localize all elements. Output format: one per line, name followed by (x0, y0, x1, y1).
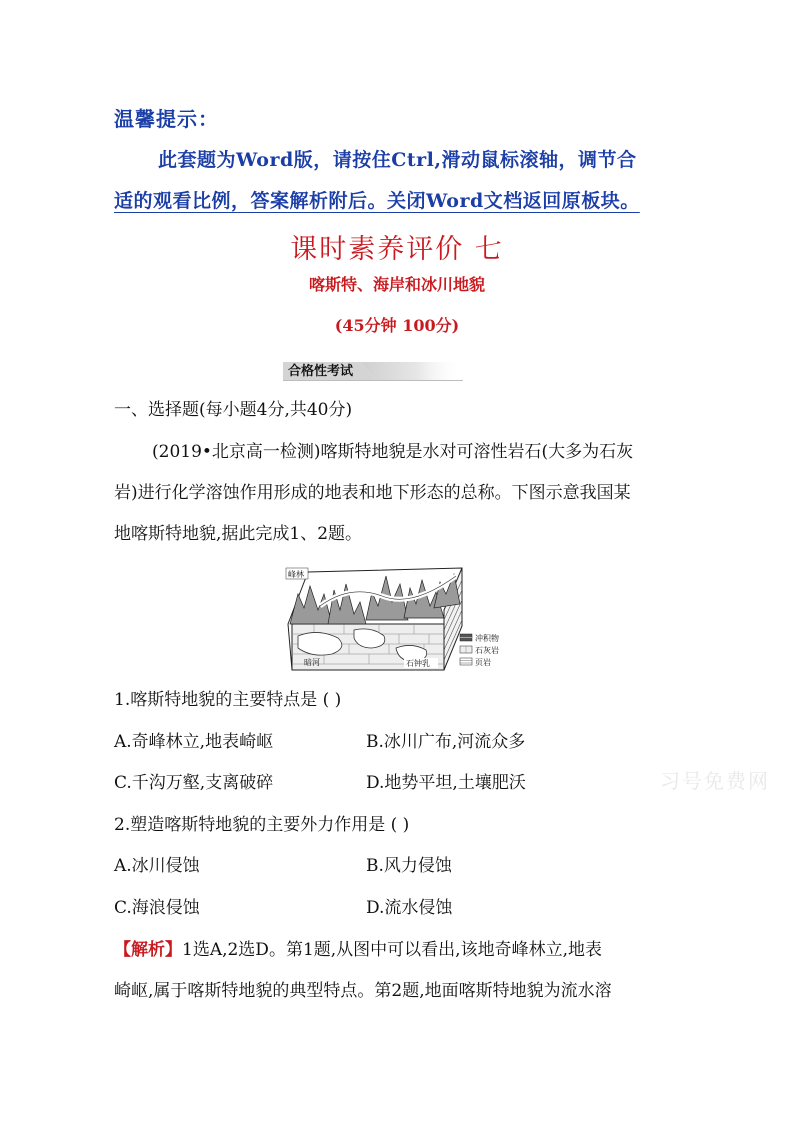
section-heading: 一、选择题(每小题4分,共40分) (114, 400, 353, 420)
section-label: 合格性考试 (288, 364, 354, 379)
exam-duration: (45分钟 100分) (334, 316, 460, 335)
label-stalactite: 石钟乳 (406, 659, 430, 668)
label-peak: 峰林 (288, 570, 304, 579)
figure-legend (460, 633, 499, 667)
karst-diagram (284, 564, 506, 676)
tip-line-1: 此套题为Word版，请按住Ctrl,滑动鼠标滚轴，调节合 (158, 149, 637, 171)
question-2-option-a: A.冰川侵蚀 (114, 856, 200, 876)
question-1-option-b: B.冰川广布,河流众多 (366, 732, 526, 752)
legend-limestone: 石灰岩 (475, 646, 499, 655)
label-river: 暗河 (304, 658, 320, 667)
page-subtitle: 喀斯特、海岸和冰川地貌 (308, 275, 485, 294)
question-1-option-a: A.奇峰林立,地表崎岖 (114, 732, 274, 752)
analysis-line-1 (114, 939, 602, 961)
question-2-option-c: C.海浪侵蚀 (114, 898, 200, 918)
analysis-text-1: 1选A,2选D。第1题,从图中可以看出,该地奇峰林立,地表 (182, 940, 602, 960)
question-2-stem: 2.塑造喀斯特地貌的主要外力作用是 ( ) (114, 815, 410, 835)
intro-line-1: (2019•北京高一检测)喀斯特地貌是水对可溶性岩石(大多为石灰 (152, 442, 634, 462)
question-2-option-d: D.流水侵蚀 (366, 898, 453, 918)
tip-title: 温馨提示： (114, 107, 219, 131)
analysis-line-2: 崎岖,属于喀斯特地貌的典型特点。第2题,地面喀斯特地貌为流水溶 (114, 981, 612, 1001)
intro-line-3: 地喀斯特地貌,据此完成1、2题。 (114, 524, 363, 544)
legend-shale: 页岩 (475, 658, 491, 667)
tip-line-2: 适的观看比例，答案解析附后。关闭Word文档返回原板块。 (114, 190, 640, 212)
page-title: 课时素养评价 七 (290, 234, 504, 265)
question-1-option-d: D.地势平坦,土壤肥沃 (366, 773, 526, 793)
question-2-option-b: B.风力侵蚀 (366, 856, 452, 876)
question-1-option-c: C.千沟万壑,支离破碎 (114, 773, 274, 793)
analysis-tag: 【解析】 (114, 940, 182, 960)
intro-line-2: 岩)进行化学溶蚀作用形成的地表和地下形态的总称。下图示意我国某 (114, 483, 631, 503)
legend-alluvium: 冲积物 (475, 634, 499, 643)
watermark: 习号免费网 (660, 769, 770, 793)
question-1-stem: 1.喀斯特地貌的主要特点是 ( ) (114, 690, 342, 710)
